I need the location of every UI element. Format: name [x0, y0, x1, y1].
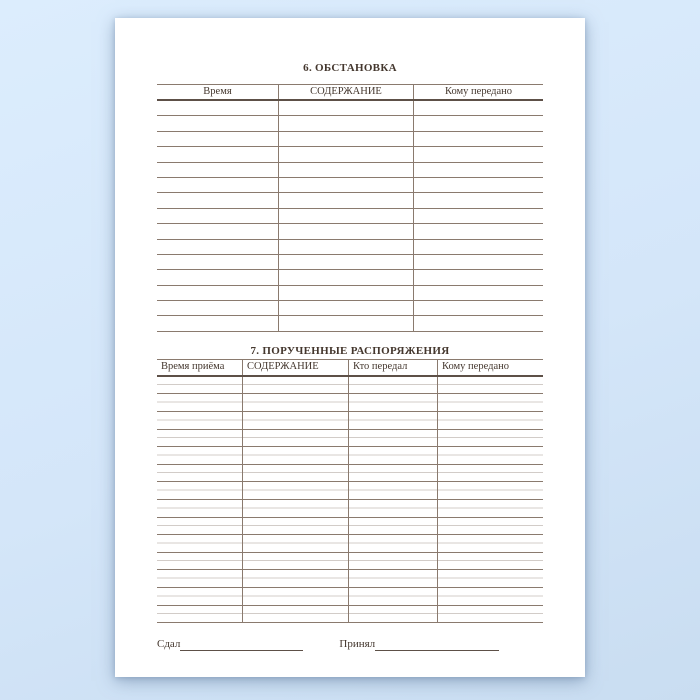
empty-cell: [348, 606, 437, 623]
empty-cell: [242, 553, 348, 570]
table-empty-row: [157, 132, 543, 147]
column-header: СОДЕРЖАНИЕ: [278, 85, 413, 99]
empty-cell: [437, 465, 543, 482]
table-empty-row: [157, 465, 543, 483]
empty-cell: [157, 606, 242, 623]
empty-cell: [278, 270, 413, 284]
empty-cell: [157, 394, 242, 411]
empty-cell: [437, 412, 543, 429]
section-situation: [157, 62, 543, 332]
table-empty-row: [157, 535, 543, 553]
empty-cell: [157, 535, 242, 552]
empty-cell: [157, 482, 242, 499]
table-empty-row: [157, 193, 543, 208]
empty-cell: [242, 500, 348, 517]
empty-cell: [413, 286, 543, 300]
table-empty-row: [157, 178, 543, 193]
empty-cell: [413, 316, 543, 330]
empty-cell: [157, 193, 278, 207]
empty-cell: [348, 465, 437, 482]
section-orders-title: 7. ПОРУЧЕННЫЕ РАСПОРЯЖЕНИЯ: [250, 344, 450, 357]
table-header-row: [157, 84, 543, 101]
empty-cell: [413, 147, 543, 161]
empty-cell: [278, 178, 413, 192]
empty-cell: [413, 116, 543, 130]
empty-cell: [242, 394, 348, 411]
empty-cell: [242, 570, 348, 587]
empty-cell: [278, 316, 413, 330]
empty-cell: [157, 412, 242, 429]
table-empty-row: [157, 394, 543, 412]
empty-cell: [157, 588, 242, 605]
empty-cell: [413, 132, 543, 146]
table-empty-row: [157, 209, 543, 224]
empty-cell: [157, 270, 278, 284]
empty-cell: [157, 240, 278, 254]
table-empty-row: [157, 518, 543, 536]
table-empty-row: [157, 286, 543, 301]
empty-cell: [157, 500, 242, 517]
empty-cell: [437, 430, 543, 447]
section-situation-title: 6. ОБСТАНОВКА: [303, 62, 397, 74]
column-header: Кому передано: [413, 85, 543, 99]
empty-cell: [348, 394, 437, 411]
empty-cell: [413, 224, 543, 238]
handed-over-signature-line: [180, 640, 303, 651]
situation-table: [157, 84, 543, 332]
handed-over-signature: [157, 638, 303, 651]
empty-cell: [157, 301, 278, 315]
empty-cell: [242, 447, 348, 464]
empty-cell: [278, 286, 413, 300]
empty-cell: [242, 465, 348, 482]
empty-cell: [413, 255, 543, 269]
section-orders: [157, 345, 543, 623]
empty-cell: [157, 447, 242, 464]
empty-cell: [242, 412, 348, 429]
table-empty-row: [157, 377, 543, 395]
empty-cell: [157, 286, 278, 300]
column-header: Время приёма: [161, 361, 225, 373]
column-header: Время: [203, 86, 232, 97]
empty-cell: [278, 209, 413, 223]
empty-cell: [348, 553, 437, 570]
empty-cell: [413, 193, 543, 207]
empty-cell: [278, 240, 413, 254]
column-header: Кому передано: [437, 360, 543, 375]
table-empty-row: [157, 101, 543, 116]
empty-cell: [157, 377, 242, 394]
table-empty-row: [157, 412, 543, 430]
empty-cell: [157, 518, 242, 535]
empty-cell: [157, 147, 278, 161]
empty-cell: [437, 553, 543, 570]
empty-cell: [437, 588, 543, 605]
empty-cell: [413, 301, 543, 315]
empty-cell: [242, 482, 348, 499]
empty-cell: [437, 500, 543, 517]
empty-cell: [413, 178, 543, 192]
empty-cell: [348, 482, 437, 499]
empty-cell: [242, 606, 348, 623]
empty-cell: [278, 224, 413, 238]
empty-cell: [278, 101, 413, 115]
table-empty-row: [157, 147, 543, 162]
empty-cell: [348, 377, 437, 394]
table-empty-row: [157, 500, 543, 518]
table-empty-row: [157, 482, 543, 500]
empty-cell: [157, 224, 278, 238]
empty-cell: [278, 301, 413, 315]
handed-over-label: Сдал: [157, 638, 181, 651]
empty-cell: [413, 101, 543, 115]
empty-cell: [413, 240, 543, 254]
empty-cell: [157, 132, 278, 146]
empty-cell: [437, 518, 543, 535]
empty-cell: [437, 447, 543, 464]
empty-cell: [437, 606, 543, 623]
empty-cell: [242, 588, 348, 605]
table-header-row: [157, 359, 543, 377]
empty-cell: [242, 518, 348, 535]
table-empty-row: [157, 163, 543, 178]
empty-cell: [348, 430, 437, 447]
empty-cell: [348, 570, 437, 587]
empty-cell: [348, 535, 437, 552]
table-empty-row: [157, 255, 543, 270]
table-empty-row: [157, 570, 543, 588]
empty-cell: [157, 553, 242, 570]
empty-cell: [157, 316, 278, 330]
table-empty-row: [157, 224, 543, 239]
empty-cell: [278, 193, 413, 207]
empty-cell: [157, 465, 242, 482]
empty-cell: [437, 482, 543, 499]
table-empty-row: [157, 553, 543, 571]
document-sheet: [115, 18, 585, 677]
received-signature: [339, 638, 499, 651]
empty-cell: [242, 430, 348, 447]
empty-cell: [348, 500, 437, 517]
empty-cell: [437, 394, 543, 411]
empty-cell: [157, 570, 242, 587]
table-empty-row: [157, 447, 543, 465]
empty-cell: [278, 116, 413, 130]
empty-cell: [437, 570, 543, 587]
empty-cell: [157, 163, 278, 177]
table-empty-row: [157, 588, 543, 606]
empty-cell: [242, 535, 348, 552]
empty-cell: [157, 116, 278, 130]
empty-cell: [157, 209, 278, 223]
column-header: Кто передал: [348, 360, 437, 375]
empty-cell: [278, 132, 413, 146]
table-empty-row: [157, 316, 543, 331]
empty-cell: [437, 535, 543, 552]
empty-cell: [278, 147, 413, 161]
empty-cell: [157, 430, 242, 447]
signature-row: [157, 638, 543, 651]
empty-cell: [437, 377, 543, 394]
table-empty-row: [157, 270, 543, 285]
empty-cell: [278, 163, 413, 177]
empty-cell: [413, 209, 543, 223]
empty-cell: [157, 255, 278, 269]
orders-table: [157, 359, 543, 623]
table-empty-row: [157, 116, 543, 131]
empty-cell: [413, 163, 543, 177]
received-label: Принял: [339, 638, 376, 651]
column-header: СОДЕРЖАНИЕ: [242, 360, 348, 375]
empty-cell: [278, 255, 413, 269]
empty-cell: [348, 518, 437, 535]
empty-cell: [157, 178, 278, 192]
empty-cell: [348, 412, 437, 429]
table-empty-row: [157, 430, 543, 448]
empty-cell: [157, 101, 278, 115]
table-empty-row: [157, 240, 543, 255]
empty-cell: [348, 588, 437, 605]
received-signature-line: [375, 640, 499, 651]
empty-cell: [413, 270, 543, 284]
empty-cell: [242, 377, 348, 394]
empty-cell: [348, 447, 437, 464]
table-empty-row: [157, 606, 543, 624]
table-empty-row: [157, 301, 543, 316]
